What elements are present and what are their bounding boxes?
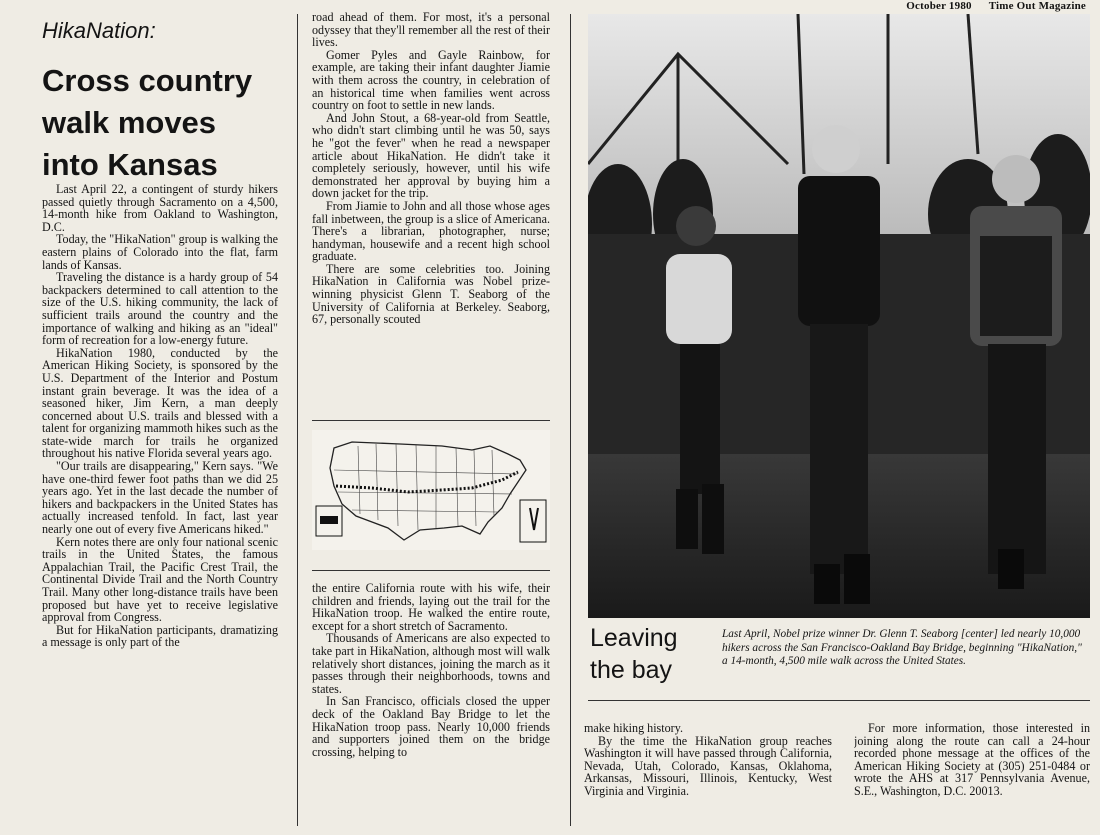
article-column-2-top [312, 11, 550, 415]
kicker: HikaNation: [42, 18, 156, 43]
headline-line: walk moves [42, 105, 217, 140]
headline-line: Cross country [42, 63, 253, 98]
hiker-center [798, 125, 880, 604]
hikers-photo [588, 14, 1090, 618]
caption-heading [590, 622, 700, 686]
paragraph: road ahead of them. For most, it's a personal odyssey that they'll remember all the rest of their lives. [312, 11, 550, 50]
paragraph: HikaNation 1980, conducted by the American Hiking Society, is sponsored by the U.S. Department of the Interior and Postum instant grain beverage. It was the idea of a seasoned hiker, Jim Kern, a man deeply concerned about U.S. trails and blessed with a talent for organizing mammoth hikes such as the state-wide march for trails he organized throughout his native Florida several years ago. [42, 345, 278, 461]
masthead [892, 0, 1086, 12]
paragraph: Last April 22, a contingent of sturdy hikers passed quietly through Sacramento on a 4,500, 14-month hike from Oakland to Washington, D.C. [42, 183, 278, 234]
article-column-3 [584, 722, 832, 830]
caption-rule [588, 700, 1090, 701]
paragraph: There are some celebrities too. Joining HikaNation in California was Nobel prize-winning physicist Glenn T. Seaborg of the University of California at Berkeley. Seaborg, 67, personally scouted [312, 261, 550, 327]
map-inset-left [316, 506, 342, 536]
map-bottom-rule [312, 570, 550, 571]
photo-caption: Last April, Nobel prize winner Dr. Glenn T. Seaborg [center] led nearly 10,000 hikers across the San Francisco-Oakland Bay Bridge, beginning "HikaNation," a 14-month, 4,500 mile walk across the United States. [722, 628, 1082, 668]
caption-heading-line: Leaving [590, 624, 678, 652]
headline-line: into Kansas [42, 147, 218, 182]
article-column-2-bottom [312, 582, 550, 828]
paragraph: make hiking history. [584, 722, 683, 735]
publication-name: Time Out Magazine [988, 0, 1086, 12]
headline [42, 60, 302, 186]
column-rule [570, 14, 571, 826]
map-top-rule [312, 420, 550, 421]
article-column-1 [42, 183, 278, 823]
paragraph: Gomer Pyles and Gayle Rainbow, for example, are taking their infant daughter Jiamie with them across the country, in celebration of an historical time when families went across country on foot to settle in new lands. [312, 47, 550, 113]
paragraph: By the time the HikaNation group reaches Washington it will have passed through California, Nevada, Utah, Colorado, Kansas, Oklahoma, Arkansas, Missouri, Illinois, Kentucky, West Virginia and Virginia. [584, 733, 832, 798]
issue-date: October 1980 [906, 0, 972, 12]
paragraph: And John Stout, a 68-year-old from Seattle, who didn't start climbing until he was 50, says he "got the fever" when he read a newspaper article about HikaNation. He didn't take it completely seriously, however, until his wife demonstrated her approval by buying him a down jacket for the trip. [312, 110, 550, 201]
article-column-4 [854, 722, 1090, 830]
paragraph: Kern notes there are only four national scenic trails in the United States, the famous Appalachian Trail, the Pacific Crest Trail, the Continental Divide Trail and the North Country Trail. Many other long-distance trails have been proposed but have yet to receive legislative approval from Congress. [42, 534, 278, 625]
paragraph: Thousands of Americans are also expected to take part in HikaNation, although most will walk relatively short distances, joining the march as it passes through their neighborhoods, towns and states. [312, 631, 550, 696]
caption-heading-line: the bay [590, 656, 673, 684]
paragraph: But for HikaNation participants, dramatizing a message is only part of the [42, 622, 278, 650]
paragraph: In San Francisco, officials closed the upper deck of the Oakland Bay Bridge to let the HikaNation troop pass. Nearly 10,000 friends and supporters joined them on the bridge crossing, helping to [312, 694, 550, 759]
paragraph: Traveling the distance is a hardy group of 54 backpackers determined to call attention to the size of the U.S. hiking community, the lack of sufficient trails around the country and the importance of walking and hiking as an "ideal" form of recreation for a low-energy future. [42, 270, 278, 348]
column-rule [297, 14, 298, 826]
paragraph: From Jiamie to John and all those whose ages fall inbetween, the group is a slice of Americana. There's a librarian, photographer, nurse; handyman, housewife and a recent high school graduate. [312, 198, 550, 264]
map-inset-right [520, 500, 546, 542]
paragraph: "Our trails are disappearing," Kern says. "We have one-third fewer foot paths than we did 25 years ago. Yet in the last decade the number of hikers and backpackers in the United States has actually increased tenfold. In fact, last year nearly one out of every five Americans hiked." [42, 459, 278, 537]
hike-route [336, 472, 518, 492]
route-map [312, 430, 550, 550]
paragraph: For more information, those interested in joining along the route can call a 24-hour recorded phone message at the offices of the American Hiking Society at (305) 251-0484 or wrote the AHS at 317 Pennsylvania Avenue, S.E., Washington, D.C. 20013. [854, 722, 1090, 798]
paragraph: the entire California route with his wife, their children and friends, laying out the trail for the HikaNation troop. He walked the entire route, except for a short stretch of Sacramento. [312, 582, 550, 633]
paragraph: Today, the "HikaNation" group is walking the eastern plains of Colorado into the flat, farm lands of Kansas. [42, 232, 278, 272]
